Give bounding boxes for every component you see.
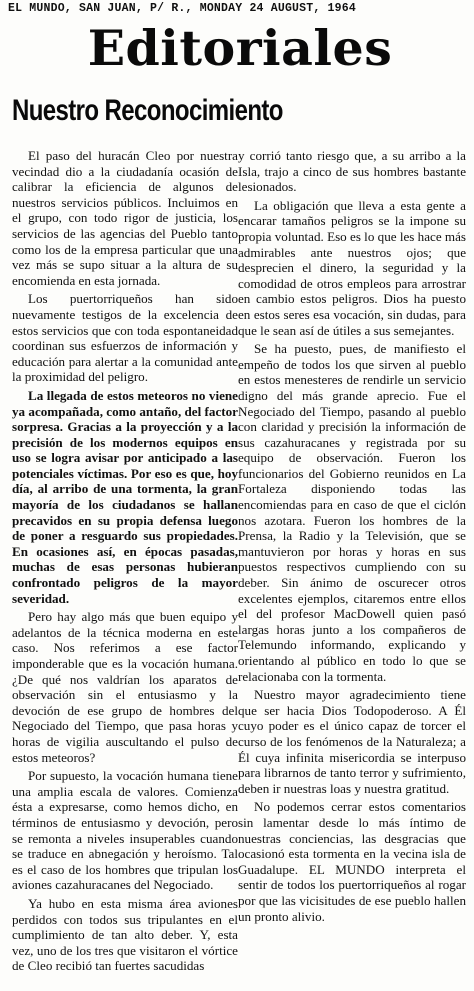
paragraph: Pero hay algo más que buen equipo y adelantos de la técnica moderna en este caso. Nos referimos a ese factor imponderable que es la vocación humana. ¿De qué nos valdrían los aparatos de observación sin el entusiasmo y la devoción de ese grupo de hombres del Negociado del Tiempo, que pasa horas y horas de vigilia auscultando el pulso de estos meteoros? bbox=[12, 609, 238, 765]
left-column bbox=[12, 148, 238, 988]
paragraph: Nuestro mayor agradecimiento tiene que ser hacia Dios Todopoderoso. A Él cuyo poder es el único capaz de torcer el curso de los fenómenos de la Naturaleza; a Él cuya infinita misericordia se interpuso para librarnos de tanto terror y sufrimiento, deben ir nuestras loas y nuestra gratitud. bbox=[238, 687, 466, 796]
paragraph: No podemos cerrar estos comentarios sin lamentar desde lo más íntimo de nuestras conciencias, las desgracias que ocasionó esta tormenta en la vecina isla de Guadalupe. EL MUNDO interpreta el sentir de todos los puertorriqueños al rogar por que las vicisitudes de ese pueblo hallen un pronto alivio. bbox=[238, 799, 466, 924]
paragraph: La obligación que lleva a esta gente a encarar tamaños peligros se la impone su propia voluntad. Eso es lo que les hace más admirables ante nuestros ojos; que desprecien el dinero, la seguridad y la comodidad de otros empleos para arrostrar en cambio estos peligros. Dios ha puesto en estos seres esa vocación, sin dudas, para que le sean así de útiles a sus semejantes. bbox=[238, 197, 466, 338]
paragraph: y corrió tanto riesgo que, a su arribo a la Isla, trajo a cinco de sus hombres bastante lesionados. bbox=[238, 148, 466, 195]
paragraph: La llegada de estos meteoros no viene ya acompañada, como antaño, del factor sorpresa. Gracias a la proyección y a la precisión de los modernos equipos en uso se logra avisar por anticipado a las potenciales víctimas. Por eso es que, hoy día, al arribo de una tormenta, la gran mayoría de los ciudadanos se hallan precavidos en su propia defensa luego de poner a resguardo sus propiedades. En ocasiones así, en épocas pasadas, muchas de esas personas hubieran confrontado peligros de la mayor severidad. bbox=[12, 387, 238, 606]
paragraph: Los puertorriqueños han sido nuevamente testigos de la excelencia de estos servicios que con toda espontaneidad coordinan sus esfuerzos de información y educación para alertar a la comunidad ante la proximidad del peligro. bbox=[12, 291, 238, 385]
editorial-headline: Nuestro Reconocimiento bbox=[12, 93, 283, 128]
right-column bbox=[238, 148, 466, 988]
paragraph: Se ha puesto, pues, de manifiesto el empeño de todos los que sirven al pueblo en estos menesteres de rendirle un servicio digno del más grande aprecio. Fue el Negociado del Tiempo, pasando al pueblo con claridad y precisión la información de sus cazahuracanes y registrada por su equipo de observación. Fueron los funcionarios del Gobierno reunidos en La Fortaleza disponiendo todas las encomiendas para en caso de que el ciclón nos azotara. Fueron los hombres de la Prensa, la Radio y la Televisión, que se mantuvieron por horas y horas en sus puestos respectivos cumpliendo con su deber. Sin ánimo de oscurecer otros excelentes ejemplos, citaremos entre ellos el del profesor MacDowell quien pasó largas horas junto a los compañeros de Telemundo informando, explicando y orientando al público en todo lo que se relacionaba con la tormenta. bbox=[238, 341, 466, 684]
paragraph: Ya hubo en esta misma área aviones perdidos con todos sus tripulantes en el cumplimiento de tan alto deber. Y, esta vez, uno de los tres que visitaron el vórtice de Cleo recibió tan fuertes sacudidas bbox=[12, 895, 238, 974]
section-masthead: Editoriales bbox=[87, 19, 393, 77]
paragraph: Por supuesto, la vocación humana tiene una amplia escala de valores. Comienza ésta a expresarse, como hemos dicho, en términos de entusiasmo y devoción, pero se remonta a niveles insuperables cuando se traduce en abnegación y heroísmo. Tal es el caso de los hombres que tripulan los aviones cazahuracanes del Negociado. bbox=[12, 768, 238, 893]
paragraph: El paso del huracán Cleo por nuestra vecindad dio a la ciudadanía ocasión de calibrar la eficiencia de algunos de nuestros servicios públicos. Incluimos en el grupo, con todo rigor de justicia, los servicios de las agencias del Pueblo tanto como los de la empresa particular que una vez más se supo situar a la altura de su encomienda en esta jornada. bbox=[12, 148, 238, 288]
dateline: EL MUNDO, SAN JUAN, P/ R., MONDAY 24 AUGUST, 1964 bbox=[8, 2, 356, 15]
